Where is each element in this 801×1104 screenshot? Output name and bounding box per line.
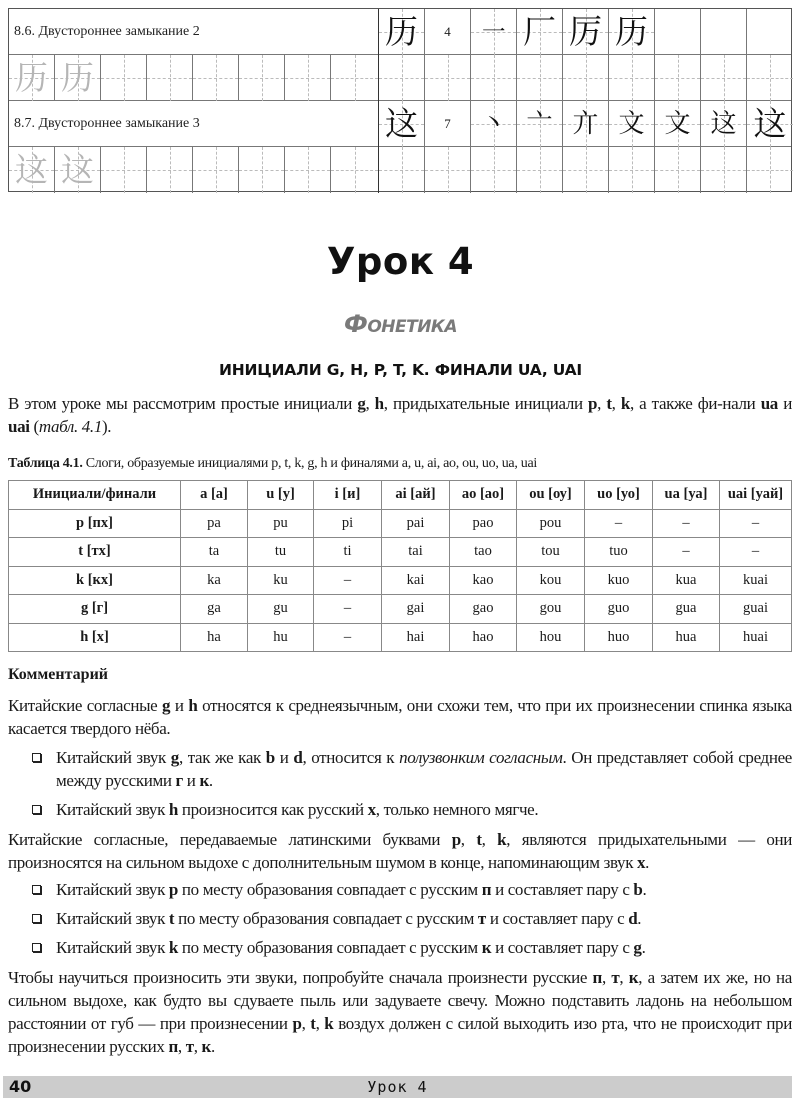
syllable-cell: – (314, 566, 382, 595)
practice-label: 8.7. Двустороннее замыкание 3 (9, 101, 379, 147)
writing-cell (147, 55, 193, 101)
writing-cell (379, 147, 425, 193)
column-header: ua [уа] (653, 481, 720, 510)
writing-cell (747, 147, 793, 193)
syllable-cell: tai (382, 538, 450, 567)
stroke-step-cell (655, 101, 701, 147)
writing-cell (331, 147, 379, 193)
stroke-step: 厉 (569, 12, 602, 51)
model-character: 这 (385, 104, 418, 143)
table-row (9, 595, 792, 624)
syllable-cell: – (653, 538, 720, 567)
trace-character: 这 (61, 150, 94, 189)
stroke-step: ㇐ (480, 17, 507, 47)
bullet-item: Китайский звук g, так же как b и d, относится к полузвонким согласным. Он представляет собой среднее между русскими г и к. (56, 746, 792, 792)
syllable-cell: gou (517, 595, 585, 624)
column-header: i [и] (314, 481, 382, 510)
syllable-cell: hu (248, 623, 314, 652)
syllable-cell: gu (248, 595, 314, 624)
checkbox-bullet-icon (32, 885, 41, 894)
stroke-step-cell (609, 9, 655, 55)
syllable-cell: pa (181, 509, 248, 538)
syllable-cell: huo (585, 623, 653, 652)
bullet-item: Китайский звук h произносится как русский х, только немного мягче. (56, 798, 792, 821)
writing-cell (193, 55, 239, 101)
writing-cell (239, 147, 285, 193)
stroke-step: 厂 (523, 12, 556, 51)
initial-cell: t [тх] (9, 538, 181, 567)
checkbox-bullet-icon (32, 914, 41, 923)
writing-cell (425, 147, 471, 193)
practice-writing-row (9, 147, 791, 193)
syllable-cell: hao (450, 623, 517, 652)
table-caption-label: Таблица 4.1. (8, 456, 83, 471)
writing-cell (331, 55, 379, 101)
stroke-count: 4 (444, 24, 451, 39)
syllable-cell: pu (248, 509, 314, 538)
syllable-cell: ti (314, 538, 382, 567)
trace-cell (55, 147, 101, 193)
commentary-paragraph: Чтобы научиться произносить эти звуки, попробуйте сначала произнести русские п, т, к, а затем их же, но на сильном выдохе, как будто вы сдуваете пыль или задуваете свечу. Можно подставить ладонь на небольшом расстоянии от губ — при произнесении p, t, k воздух должен с силой выходить изо рта, что не происходит при произнесении русских п, т, к. (8, 968, 792, 1056)
syllable-cell: pai (382, 509, 450, 538)
practice-writing-row (9, 55, 791, 101)
bullet-item: Китайский звук p по месту образования совпадает с русским п и составляет пару с b. (56, 878, 792, 901)
table-header-row (9, 481, 792, 510)
topic-subtitle: ИНИЦИАЛИ G, H, P, T, K. ФИНАЛИ UA, UAI (218, 361, 582, 379)
stroke-count-cell (425, 101, 471, 147)
column-header: ai [ай] (382, 481, 450, 510)
stroke-step: 这 (753, 104, 787, 143)
syllable-cell: kua (653, 566, 720, 595)
stroke-step: 文 (618, 109, 645, 139)
initial-cell: g [г] (9, 595, 181, 624)
writing-cell (517, 55, 563, 101)
syllable-cell: guo (585, 595, 653, 624)
syllable-cell: tao (450, 538, 517, 567)
syllable-cell: ka (181, 566, 248, 595)
syllable-cell: gao (450, 595, 517, 624)
practice-label: 8.6. Двустороннее замыкание 2 (9, 9, 379, 55)
writing-cell (285, 147, 331, 193)
writing-cell (147, 147, 193, 193)
syllable-cell: guai (720, 595, 792, 624)
running-head: Урок 4 (367, 1078, 428, 1096)
stroke-count-cell (425, 9, 471, 55)
syllable-cell: – (585, 509, 653, 538)
trace-character: 这 (15, 150, 48, 189)
stroke-step-cell (701, 101, 747, 147)
syllable-cell: pao (450, 509, 517, 538)
column-header: ao [ао] (450, 481, 517, 510)
syllable-cell: ha (181, 623, 248, 652)
syllable-cell: ga (181, 595, 248, 624)
syllable-cell: gai (382, 595, 450, 624)
writing-cell (239, 55, 285, 101)
initial-cell: h [х] (9, 623, 181, 652)
table-row (9, 509, 792, 538)
column-header: a [а] (181, 481, 248, 510)
practice-header-row (9, 101, 791, 147)
writing-cell (655, 147, 701, 193)
page-footer (3, 1076, 792, 1098)
syllable-cell: gua (653, 595, 720, 624)
commentary-heading: Комментарий (8, 666, 109, 683)
column-header: Инициали/финали (9, 481, 181, 510)
syllable-cell: pi (314, 509, 382, 538)
syllable-cell: huai (720, 623, 792, 652)
stroke-practice-grid (8, 8, 792, 192)
checkbox-bullet-icon (32, 943, 41, 952)
commentary-paragraph: Китайские согласные, передаваемые латинскими буквами p, t, k, являются придыхательными — они произносятся на сильном выдохе с дополнительным шумом в конце, напоминающим звук х. (8, 830, 792, 872)
stroke-step-cell (701, 9, 747, 55)
writing-cell (193, 147, 239, 193)
syllable-cell: kuai (720, 566, 792, 595)
syllable-cell: – (314, 623, 382, 652)
writing-cell (471, 147, 517, 193)
stroke-step-cell (747, 9, 793, 55)
section-title: Фонетика (344, 310, 457, 338)
stroke-step-cell (563, 101, 609, 147)
bullet-item: Китайский звук t по месту образования совпадает с русским т и составляет пару с d. (56, 907, 792, 930)
checkbox-bullet-icon (32, 805, 41, 814)
model-character-cell (379, 101, 425, 147)
writing-cell (701, 147, 747, 193)
stroke-count: 7 (444, 116, 451, 131)
syllable-cell: – (720, 509, 792, 538)
stroke-step: 亠 (526, 109, 553, 139)
checkbox-bullet-icon (32, 753, 41, 762)
stroke-step-cell (471, 9, 517, 55)
writing-cell (517, 147, 563, 193)
writing-cell (101, 55, 147, 101)
column-header: uai [уай] (720, 481, 792, 510)
stroke-step-cell (747, 101, 793, 147)
writing-cell (379, 55, 425, 101)
writing-cell (609, 55, 655, 101)
column-header: uo [уо] (585, 481, 653, 510)
column-header: ou [оу] (517, 481, 585, 510)
stroke-step: 历 (615, 12, 648, 51)
stroke-step-cell (471, 101, 517, 147)
writing-cell (609, 147, 655, 193)
stroke-step-cell (655, 9, 701, 55)
lesson-title: Урок 4 (326, 240, 475, 283)
stroke-step-cell (563, 9, 609, 55)
syllable-cell: hua (653, 623, 720, 652)
writing-cell (285, 55, 331, 101)
model-character: 历 (385, 12, 418, 51)
syllable-cell: pou (517, 509, 585, 538)
column-header: u [у] (248, 481, 314, 510)
syllable-cell: tu (248, 538, 314, 567)
syllable-cell: hou (517, 623, 585, 652)
writing-cell (563, 55, 609, 101)
syllable-cell: kou (517, 566, 585, 595)
table-row (9, 566, 792, 595)
table-row (9, 538, 792, 567)
syllable-cell: – (720, 538, 792, 567)
table-reference: табл. 4.1 (38, 417, 102, 436)
bullet-item: Китайский звук k по месту образования совпадает с русским к и составляет пару с g. (56, 936, 792, 959)
trace-cell (9, 55, 55, 101)
trace-character: 历 (15, 58, 48, 97)
practice-header-row (9, 9, 791, 55)
commentary-paragraph: Китайские согласные g и h относятся к среднеязычным, они схожи тем, что при их произнесении спинка языка касается твердого нёба. (8, 696, 792, 738)
syllable-cell: – (314, 595, 382, 624)
stroke-step: 亣 (572, 109, 599, 139)
page-number: 40 (9, 1077, 32, 1096)
table-caption (8, 456, 537, 472)
trace-character: 历 (61, 58, 94, 97)
writing-cell (747, 55, 793, 101)
table-caption-text: Слоги, образуемые инициалями p, t, k, g, h и финалями a, u, ai, ao, ou, uo, ua, uai (82, 456, 537, 471)
stroke-step: 文 (664, 109, 691, 139)
writing-cell (701, 55, 747, 101)
table-row (9, 623, 792, 652)
syllable-cell: kai (382, 566, 450, 595)
writing-cell (425, 55, 471, 101)
stroke-step-cell (609, 101, 655, 147)
writing-cell (655, 55, 701, 101)
writing-cell (101, 147, 147, 193)
model-character-cell (379, 9, 425, 55)
syllable-cell: ku (248, 566, 314, 595)
stroke-step-cell (517, 9, 563, 55)
trace-cell (55, 55, 101, 101)
writing-cell (563, 147, 609, 193)
writing-cell (471, 55, 517, 101)
trace-cell (9, 147, 55, 193)
stroke-step-cell (517, 101, 563, 147)
syllable-cell: hai (382, 623, 450, 652)
stroke-step: 丶 (480, 109, 507, 139)
syllable-table (8, 480, 792, 652)
syllable-cell: kuo (585, 566, 653, 595)
syllable-cell: tuo (585, 538, 653, 567)
syllable-cell: – (653, 509, 720, 538)
initial-cell: k [кх] (9, 566, 181, 595)
intro-paragraph: В этом уроке мы рассмотрим простые инициали g, h, придыхательные инициали p, t, k, а также фи-нали ua и uai (табл. 4.1). (8, 394, 793, 436)
initial-cell: p [пх] (9, 509, 181, 538)
syllable-cell: tou (517, 538, 585, 567)
syllable-cell: ta (181, 538, 248, 567)
stroke-step: 这 (710, 109, 737, 139)
syllable-cell: kao (450, 566, 517, 595)
